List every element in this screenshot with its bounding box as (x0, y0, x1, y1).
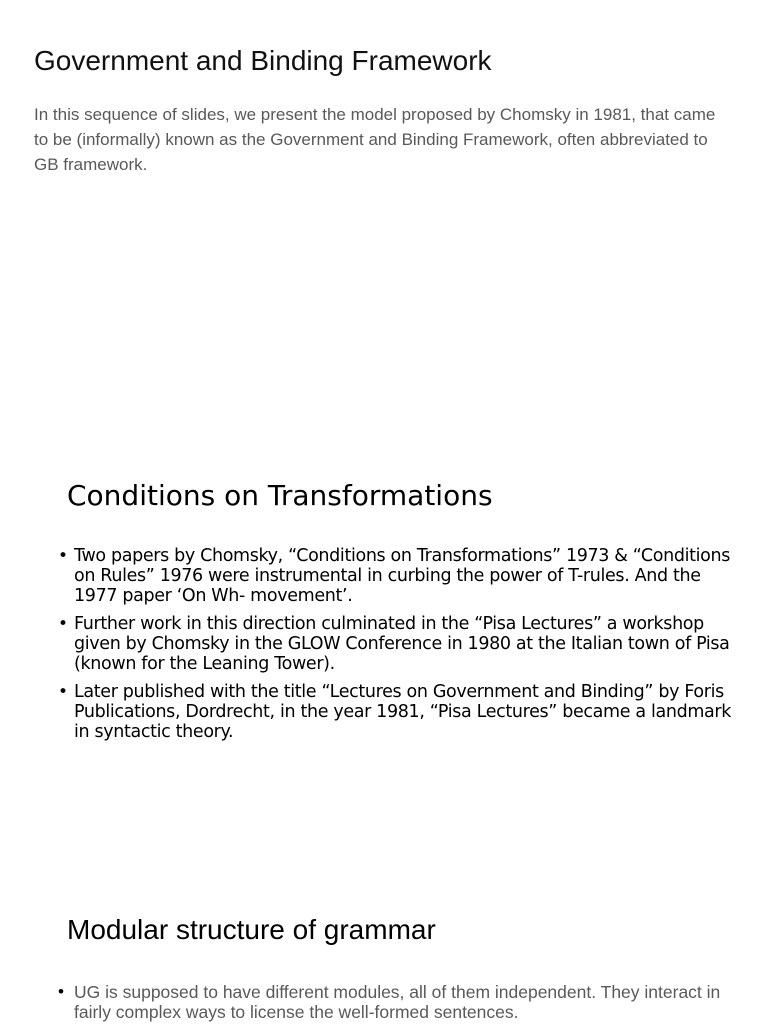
list-item (58, 982, 738, 1022)
slide-conditions-on-transformations (58, 476, 738, 750)
bullet-icon: • (58, 982, 64, 1001)
bullet-list (58, 982, 738, 1022)
list-item-text: Two papers by Chomsky, “Conditions on Transformations” 1973 & “Conditions on Rules” 1976 were instrumental in curbing the power of T-rules. And the 1977 paper ‘On Wh- movement’. (74, 546, 731, 606)
slide-title: Modular structure of grammar (67, 914, 436, 945)
bullet-list (58, 546, 738, 742)
list-item (58, 546, 738, 606)
list-item-text: Further work in this direction culminated in the “Pisa Lectures” a workshop given by Chomsky in the GLOW Conference in 1980 at the Italian town of Pisa (known for the Leaning Tower). (74, 614, 730, 674)
bullet-icon: • (58, 682, 68, 702)
bullet-icon: • (58, 614, 68, 634)
page-title: Government and Binding Framework (34, 45, 492, 76)
list-item-text: Later published with the title “Lectures on Government and Binding” by Foris Publications, Dordrecht, in the year 1981, “Pisa Lectures” became a landmark in syntactic theory. (74, 682, 732, 742)
bullet-icon: • (58, 546, 68, 566)
list-item-text: UG is supposed to have different modules, all of them independent. They interact in fairly complex ways to license the well-formed sentences. (74, 982, 721, 1022)
list-item (58, 614, 738, 674)
intro-paragraph: In this sequence of slides, we present the model proposed by Chomsky in 1981, that came to be (informally) known as the Government and Binding Framework, often abbreviated to GB framework. (34, 105, 716, 174)
slide-title: Conditions on Transformations (67, 479, 493, 512)
list-item (58, 682, 738, 742)
document-header (34, 42, 734, 177)
slide-modular-structure (58, 910, 738, 1022)
